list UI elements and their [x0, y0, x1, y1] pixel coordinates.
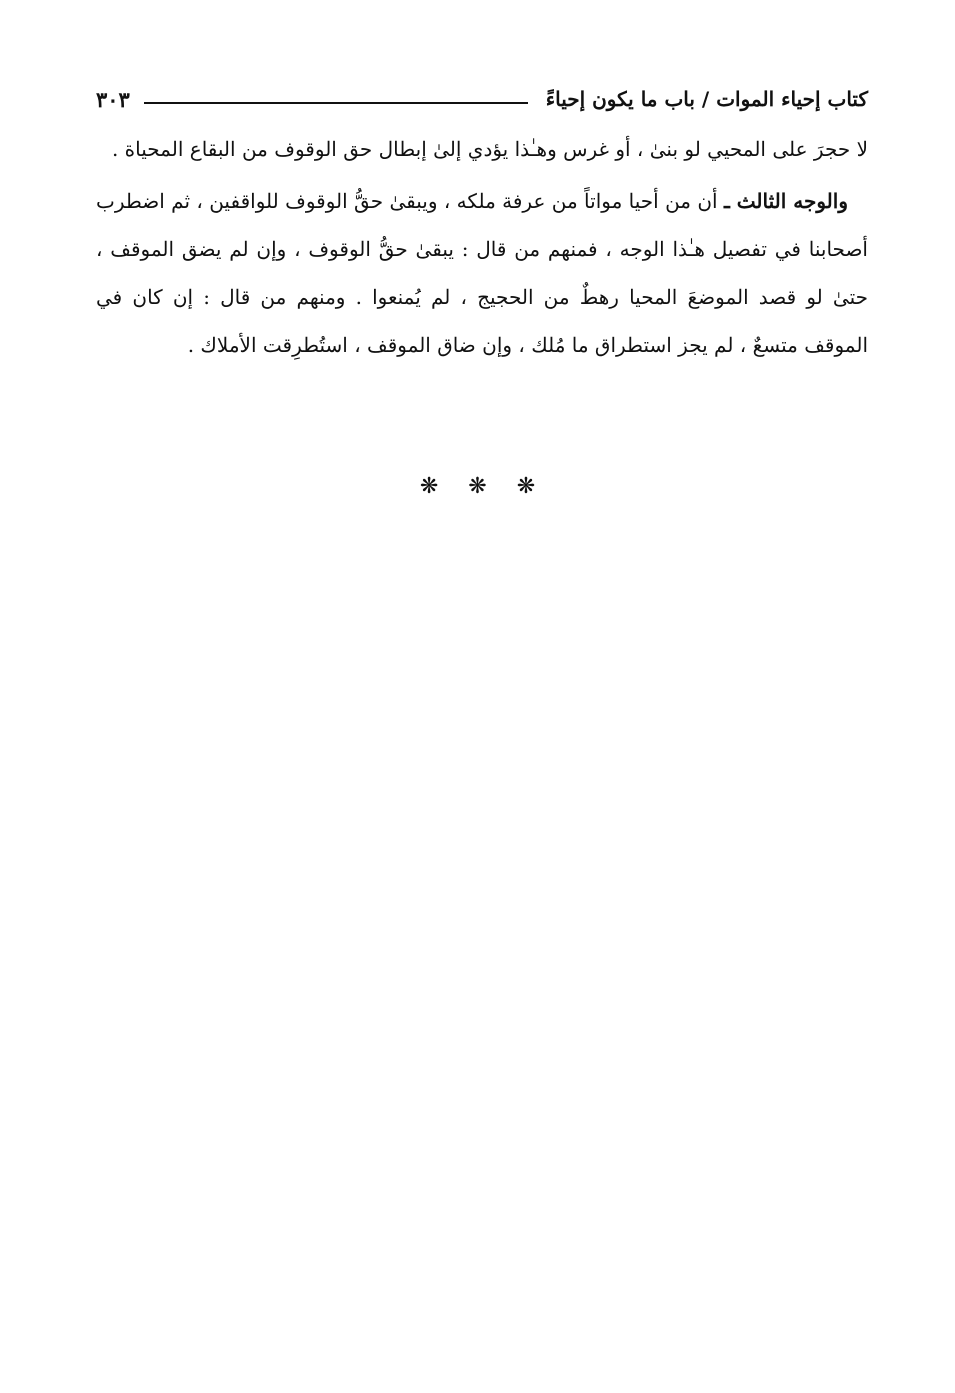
main-paragraph — [96, 177, 868, 369]
paragraph-text: أن من أحيا مواتاً من عرفة ملكه ، ويبقىٰ حقُّ الوقوف للواقفين ، ثم اضطرب أصحابنا في تفصيل هـٰذا الوجه ، فمنهم من قال : يبقىٰ حقُّ الوقوف ، وإن لم يضق الموقف ، حتىٰ لو قصد الموضعَ المحيا رهطٌ من الحجيج ، لم يُمنعوا . ومنهم من قال : إن كان في الموقف متسعٌ ، لم يجز استطراق ما مُلك ، وإن ضاق الموقف ، استُطرِقت الأملاك . — [95, 189, 868, 357]
section-divider — [0, 474, 955, 500]
continuation-paragraph: لا حجرَ على المحيي لو بنىٰ ، أو غرس وهـٰذا يؤدي إلىٰ إبطال حق الوقوف من البقاع المحياة . — [111, 137, 868, 161]
page-header — [96, 82, 868, 116]
header-rule — [144, 102, 528, 104]
asterism-icon: ❋ — [516, 474, 536, 499]
page-number: ٣٠٣ — [96, 86, 130, 112]
asterism-icon: ❋ — [419, 474, 439, 499]
asterism-icon: ❋ — [468, 474, 487, 499]
paragraph-lead: والوجه الثالث ـ — [723, 189, 848, 213]
running-head: كتاب إحياء الموات / باب ما يكون إحياءً — [545, 87, 868, 111]
body-text — [96, 125, 868, 369]
